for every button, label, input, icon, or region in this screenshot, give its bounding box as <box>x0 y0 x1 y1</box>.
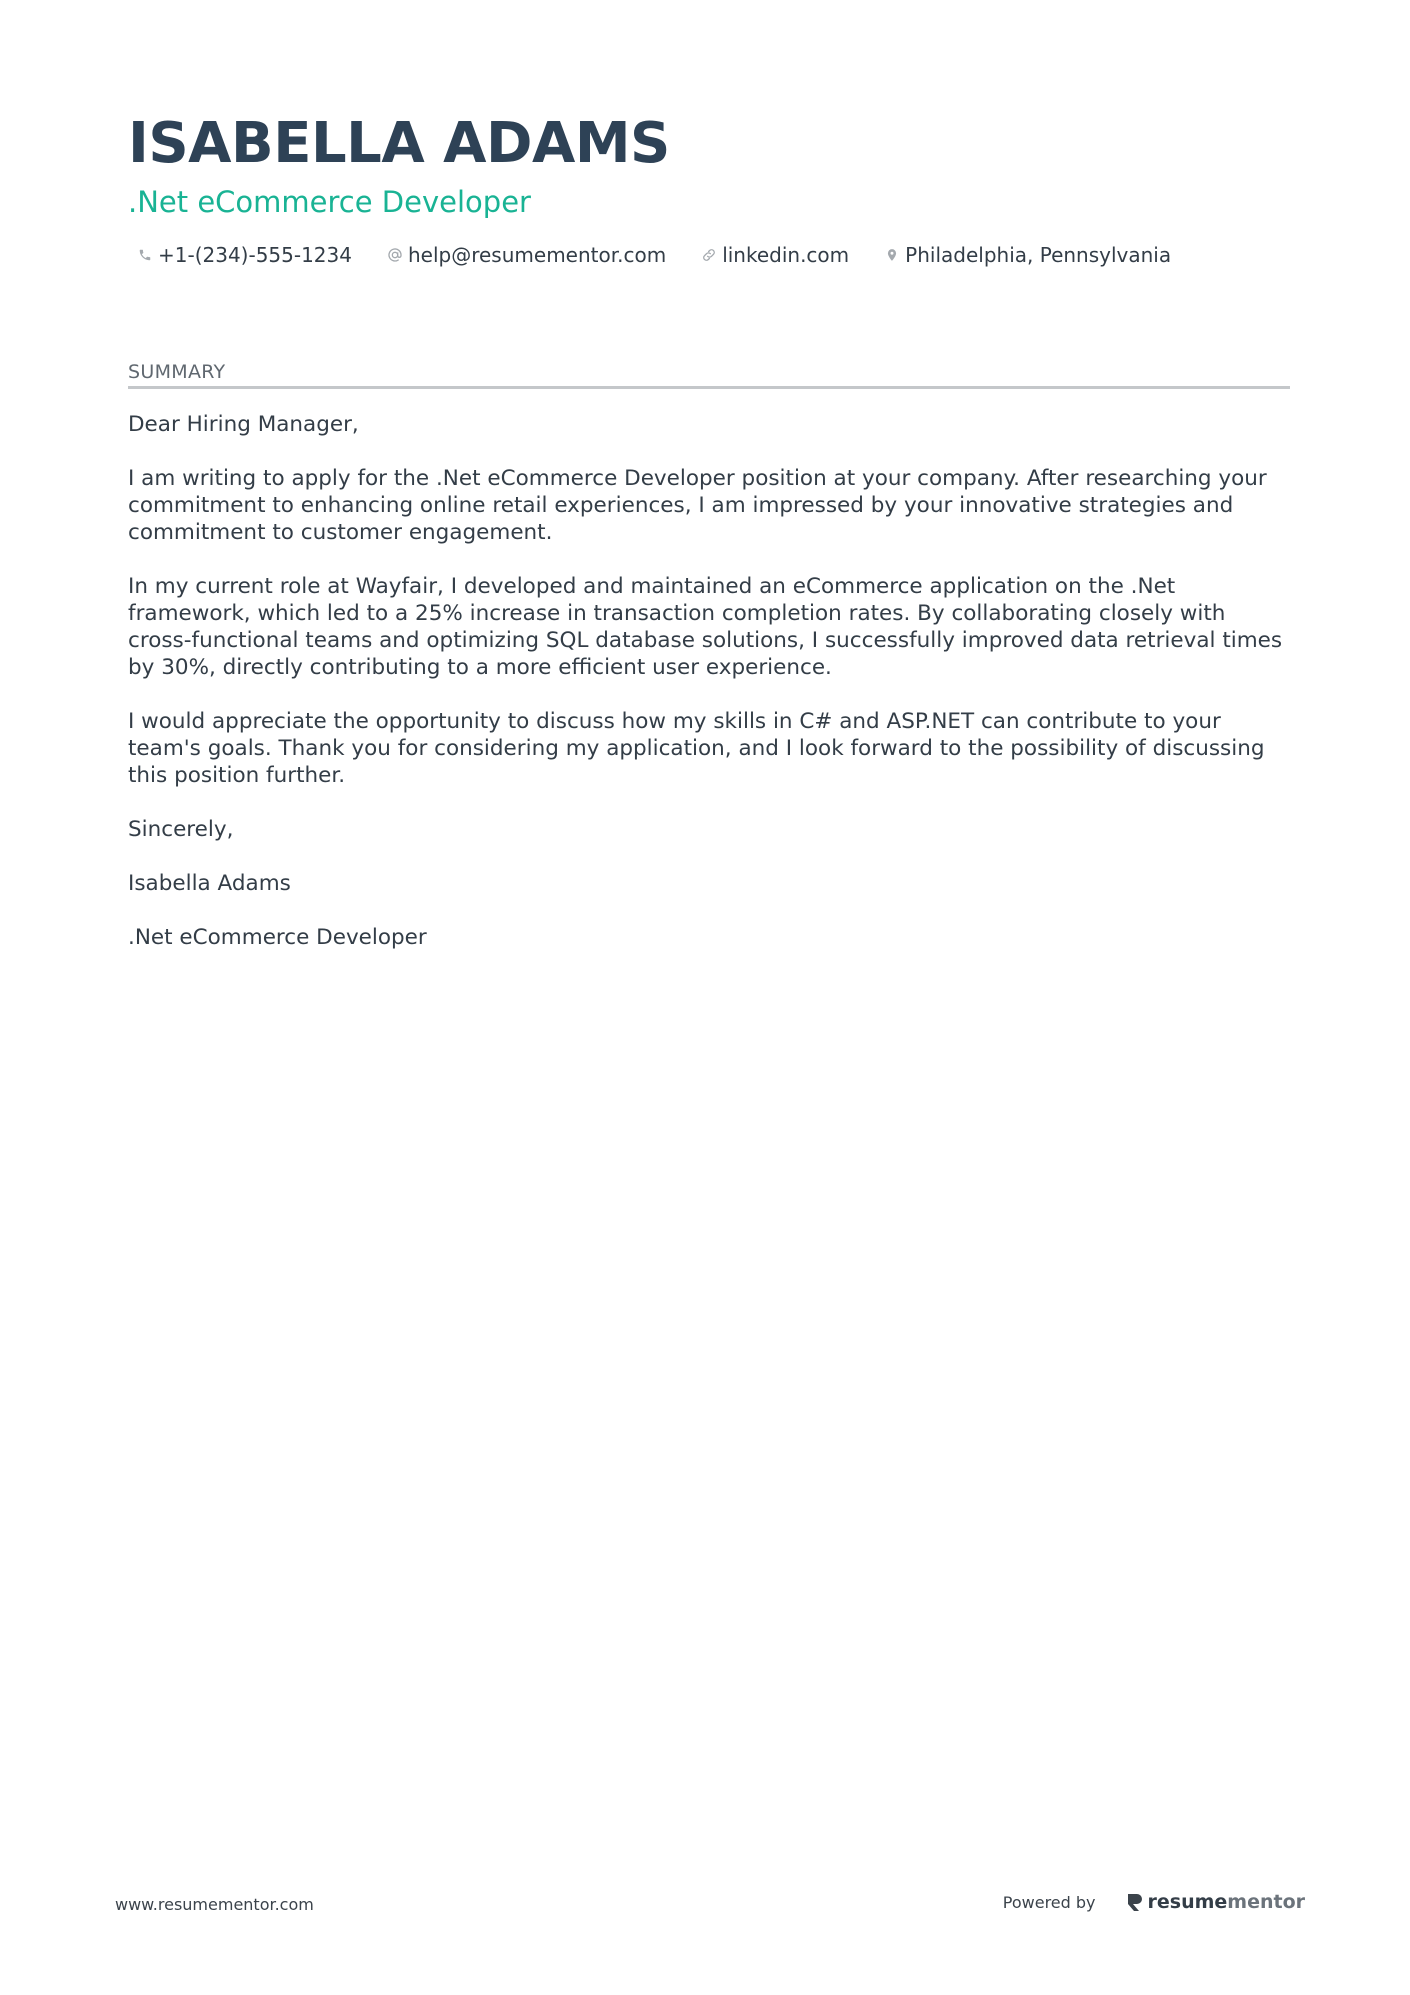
letter-body <box>128 411 1290 951</box>
footer-website[interactable]: www.resumementor.com <box>115 1895 314 1914</box>
section-heading: SUMMARY <box>128 360 1290 389</box>
footer-branding <box>1003 1891 1305 1913</box>
greeting: Dear Hiring Manager, <box>128 412 359 437</box>
brand-text-light: mentor <box>1227 1891 1305 1913</box>
contact-bar <box>128 242 1288 268</box>
closing: Sincerely, <box>128 817 234 842</box>
contact-phone <box>128 242 352 268</box>
email-text: help@resumementor.com <box>407 243 667 267</box>
location-pin-icon <box>883 246 901 264</box>
brand-text-bold: resume <box>1147 1891 1228 1913</box>
paragraph: In my current role at Wayfair, I developed and maintained an eCommerce application on the .Net framework, which led to a 25% increase in transaction completion rates. By collaborating closely with cross-functional teams and optimizing SQL database solutions, I successfully improved data retrieval times by 30%, directly contributing to a more efficient user experience. <box>128 574 1283 680</box>
phone-icon <box>136 246 154 264</box>
resumementor-mark-icon <box>1126 1892 1144 1912</box>
website-text: linkedin.com <box>722 243 850 267</box>
signature-title: .Net eCommerce Developer <box>128 925 427 950</box>
contact-email <box>378 242 666 268</box>
paragraph: I would appreciate the opportunity to discuss how my skills in C# and ASP.NET can contribute to your team's goals. Thank you for considering my application, and I look forward to the possibility of discussing this position further. <box>128 709 1265 788</box>
resumementor-logo[interactable] <box>1126 1891 1306 1913</box>
phone-text: +1-(234)-555-1234 <box>158 243 352 267</box>
candidate-name: ISABELLA ADAMS <box>128 111 670 176</box>
contact-location <box>875 242 1171 268</box>
powered-by-label: Powered by <box>1002 1892 1096 1912</box>
link-icon <box>700 246 718 264</box>
location-text: Philadelphia, Pennsylvania <box>905 243 1172 267</box>
header <box>128 112 1288 268</box>
contact-website <box>692 242 849 268</box>
at-icon <box>386 246 404 264</box>
paragraph: I am writing to apply for the .Net eCommerce Developer position at your company. After researching your commitment to enhancing online retail experiences, I am impressed by your innovative strategies and commitment to customer engagement. <box>128 466 1267 545</box>
summary-section <box>128 360 1290 978</box>
signature-name: Isabella Adams <box>128 871 291 896</box>
job-title: .Net eCommerce Developer <box>128 185 531 219</box>
